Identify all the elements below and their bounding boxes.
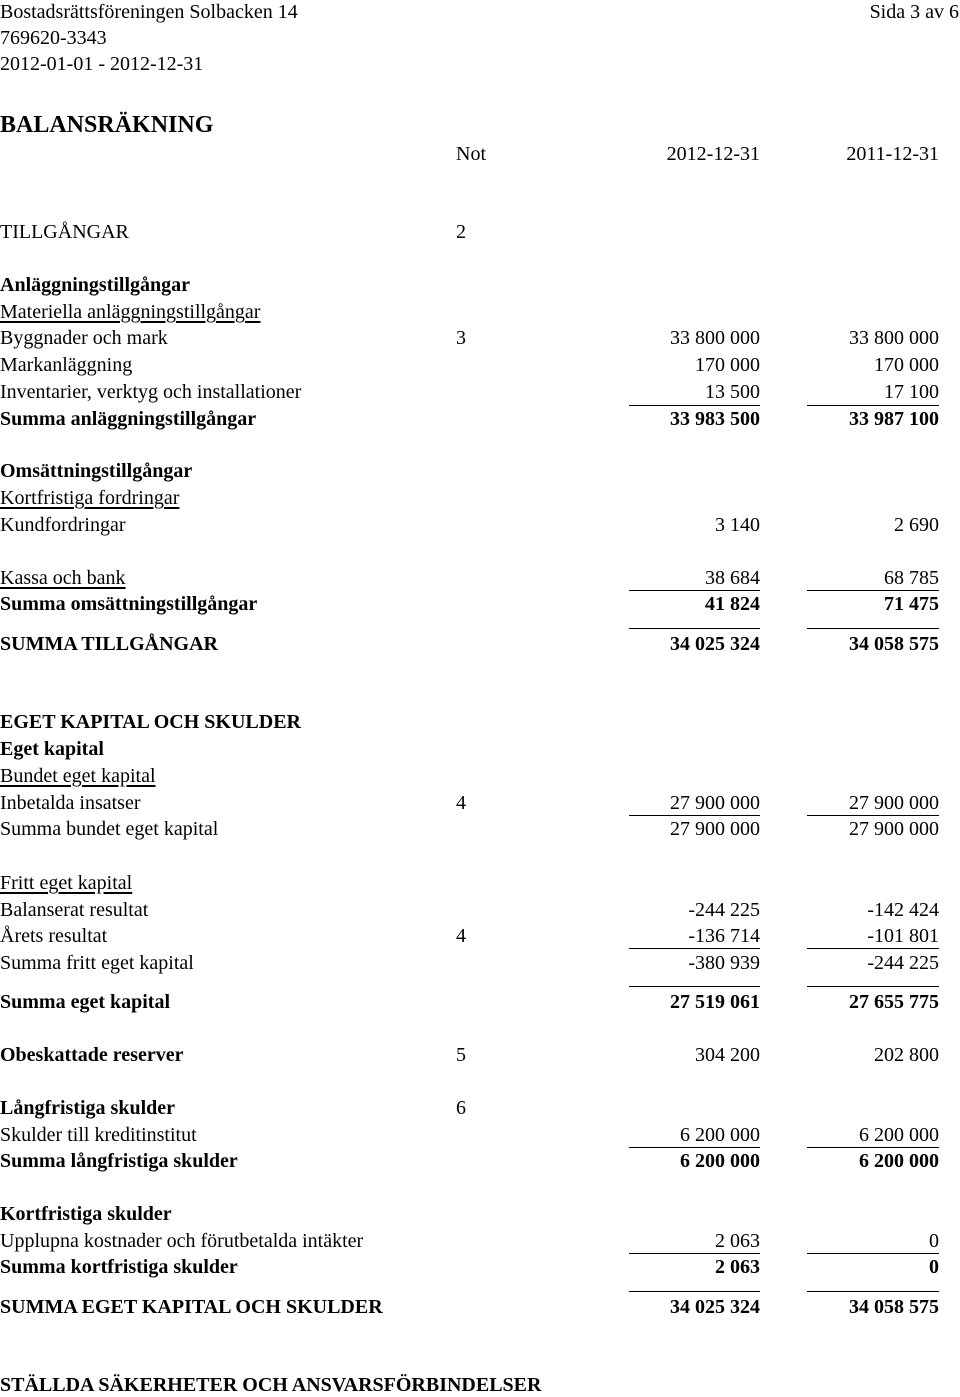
grand-total-label: SUMMA TILLGÅNGAR [0,633,218,655]
row-label: Byggnader och mark [0,327,168,349]
total-label: Summa eget kapital [0,991,170,1013]
row-label: Årets resultat [0,925,108,947]
row-value-current: -244 225 [688,899,760,921]
fixed-assets-heading: Anläggningstillgångar [0,274,191,296]
row-value-current: 33 800 000 [670,327,760,349]
row-value-current: 6 200 000 [680,1124,760,1146]
total-label: Summa fritt eget kapital [0,952,194,974]
assets-note: 2 [456,221,466,243]
subtotal-rule [807,590,939,591]
row-value-previous: 6 200 000 [859,1124,939,1146]
page-number: Sida 3 av 6 [869,1,959,23]
row-label: Skulder till kreditinstitut [0,1124,197,1146]
total-rule [807,986,939,987]
row-value-previous: 2 690 [894,514,939,536]
tangible-assets-heading: Materiella anläggningstillgångar [0,301,261,323]
pledged-assets-heading: STÄLLDA SÄKERHETER OCH ANSVARSFÖRBINDELSER [0,1374,542,1396]
total-rule [629,986,760,987]
row-value-previous: 170 000 [874,354,939,376]
total-value-current: -380 939 [688,952,760,974]
total-value-previous: 27 655 775 [849,991,939,1013]
subtotal-rule [629,1147,760,1148]
total-value-previous: 71 475 [884,593,939,615]
total-rule [629,1291,760,1292]
row-value-current: 2 063 [715,1230,760,1252]
subtotal-rule [629,948,760,949]
restricted-equity-heading: Bundet eget kapital [0,765,156,787]
row-label: Inventarier, verktyg och installationer [0,381,302,403]
free-equity-heading: Fritt eget kapital [0,872,133,894]
row-label: Inbetalda insatser [0,792,141,814]
row-value-current: 13 500 [705,381,760,403]
total-value-previous: 33 987 100 [849,408,939,430]
total-rule [807,628,939,629]
total-label: Summa anläggningstillgångar [0,408,257,430]
row-value-previous: -142 424 [867,899,939,921]
total-value-current: 41 824 [705,593,760,615]
subtotal-rule [629,815,760,816]
current-assets-heading: Omsättningstillgångar [0,460,193,482]
page-title: BALANSRÄKNING [0,112,214,138]
subtotal-rule [629,1253,760,1254]
subtotal-rule [629,405,760,406]
subtotal-rule [807,1253,939,1254]
total-rule [629,628,760,629]
total-label: Summa omsättningstillgångar [0,593,258,615]
row-value-previous: 33 800 000 [849,327,939,349]
row-value-current: 3 140 [715,514,760,536]
total-label: Summa kortfristiga skulder [0,1256,238,1278]
column-header-previous: 2011-12-31 [846,143,939,165]
equity-heading: Eget kapital [0,738,104,760]
receivables-heading: Kortfristiga fordringar [0,487,180,509]
row-value-previous: 17 100 [884,381,939,403]
longterm-liabilities-heading: Långfristiga skulder [0,1097,176,1119]
subtotal-rule [807,405,939,406]
row-label: Kassa och bank [0,567,126,589]
column-header-current: 2012-12-31 [666,143,760,165]
total-value-current: 2 063 [715,1256,760,1278]
subtotal-rule [807,948,939,949]
row-value-current: -136 714 [688,925,760,947]
total-value-current: 6 200 000 [680,1150,760,1172]
row-label: Upplupna kostnader och förutbetalda intäkter [0,1230,364,1252]
grand-total-previous: 34 058 575 [849,633,939,655]
fiscal-period: 2012-01-01 - 2012-12-31 [0,53,204,75]
row-value-previous: 202 800 [874,1044,939,1066]
row-label: Obeskattade reserver [0,1044,184,1066]
row-note: 3 [456,327,466,349]
total-value-current: 27 519 061 [670,991,760,1013]
subtotal-rule [629,590,760,591]
row-label: Kundfordringar [0,514,126,536]
total-value-current: 33 983 500 [670,408,760,430]
subtotal-rule [807,815,939,816]
total-value-previous: 27 900 000 [849,818,939,840]
row-note: 5 [456,1044,466,1066]
column-header-note: Not [456,143,486,165]
total-label: Summa bundet eget kapital [0,818,219,840]
shortterm-liabilities-heading: Kortfristiga skulder [0,1203,172,1225]
total-value-previous: -244 225 [867,952,939,974]
total-value-previous: 6 200 000 [859,1150,939,1172]
row-value-current: 304 200 [695,1044,760,1066]
grand-total-previous: 34 058 575 [849,1296,939,1318]
row-value-previous: 0 [929,1230,939,1252]
row-value-previous: -101 801 [867,925,939,947]
grand-total-label: SUMMA EGET KAPITAL OCH SKULDER [0,1296,383,1318]
row-note: 4 [456,925,466,947]
row-value-current: 38 684 [705,567,760,589]
row-note: 4 [456,792,466,814]
total-label: Summa långfristiga skulder [0,1150,238,1172]
row-label: Markanläggning [0,354,133,376]
row-value-previous: 68 785 [884,567,939,589]
row-note: 6 [456,1097,466,1119]
equity-liabilities-heading: EGET KAPITAL OCH SKULDER [0,711,301,733]
total-value-previous: 0 [929,1256,939,1278]
row-value-current: 27 900 000 [670,792,760,814]
organization-number: 769620-3343 [0,27,107,49]
row-label: Balanserat resultat [0,899,149,921]
row-value-current: 170 000 [695,354,760,376]
total-rule [807,1291,939,1292]
subtotal-rule [807,1147,939,1148]
assets-heading: TILLGÅNGAR [0,221,129,243]
row-value-previous: 27 900 000 [849,792,939,814]
organization-name: Bostadsrättsföreningen Solbacken 14 [0,1,298,23]
total-value-current: 27 900 000 [670,818,760,840]
grand-total-current: 34 025 324 [670,633,760,655]
grand-total-current: 34 025 324 [670,1296,760,1318]
